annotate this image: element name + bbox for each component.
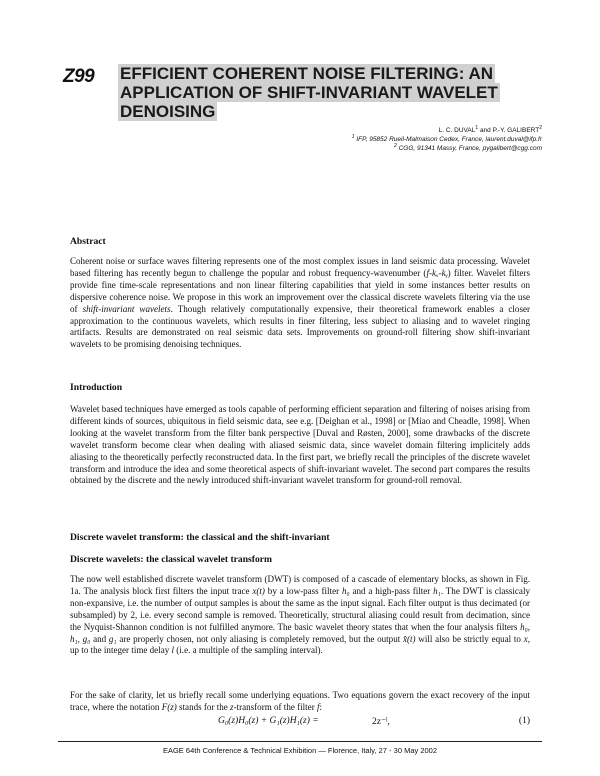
- text-run: . The DWT is classicaly non-expansive, i.e. the number of output samples is about the same as the input signal. Each filter output is thus decimated (or subsampled) by 2, i.e. every second sample is removed. Theoretically, structural aliasing could result from decimation, since the Nyquist-Shannon condition is not fulfilled anymore. The basic wavelet theory states that when the four analysis filters: [70, 585, 530, 632]
- math-run: g₁: [108, 633, 117, 644]
- footer-text: EAGE 64th Conference & Technical Exhibition — Florence, Italy, 27 - 30 May 2002: [162, 746, 438, 755]
- math-run: F(z): [161, 701, 177, 712]
- author-names: L. C. DUVAL$^1$ and P.-Y. GALIBERT$^2$: [438, 124, 542, 134]
- paper-title: [118, 64, 538, 121]
- math-run: f: [316, 701, 320, 712]
- introduction-heading: Introduction: [70, 382, 123, 393]
- affiliation-2: $^2$ CGG, 91341 Massy, France, pygalibert@cgg.com: [394, 142, 542, 152]
- text-run: The now well established discrete wavelet transform (DWT) is composed of a cascade of elementary blocks, as shown in Fig. 1a. The analysis block first filters the input trace: [70, 574, 530, 596]
- text-run: stands for the: [176, 701, 231, 712]
- author-block: [352, 126, 542, 153]
- abstract-text: Coherent noise or surface waves filtering represents one of the most complex issues in land seismic data processing. Wavelet based filtering has recently begun to challenge the popular and robust frequency-wavenumber (f-kₓ-kᵧ) filter. Wavelet filters provide fine time-scale representations and non linear filtering capabilities that yield in some instances better results on dispersive coherence noise. We propose in this work an improvement over the classical discrete wavelets filtering via the use of shift-invariant wavelets. Though relatively computationally expensive, their theoretical framework enables a closer approximation to the continuous wavelets, which results in finer filtering, less subject to aliasing and to wavelet ringing artifacts. Results are demonstrated on real seismic data sets. Improvements on ground-roll filtering show shift-invariant wavelets to be promising denoising techniques.: [70, 256, 530, 350]
- equation-lhs: G₀(z)H₀(z) + G₁(z)H₁(z) =: [218, 716, 319, 726]
- text-run: are properly chosen, not only aliasing is completely removed, but the output: [116, 633, 403, 644]
- abstract-heading: Abstract: [70, 236, 106, 247]
- text-run: -transform of the filter: [233, 701, 317, 712]
- math-run: l: [171, 645, 175, 656]
- text-run: :: [319, 701, 322, 712]
- introduction-text: Wavelet based techniques have emerged as tools capable of performing efficient separation and filtering of noises arising from different kinds of sources, ubiquitous in field seismic data, see e.g. [Deighan et al., 1998] or [Miao and Cheadle, 1998]. When looking at the wavelet transform from the filter bank perspective [Duval and Røsten, 2000], some drawbacks of the discrete wavelet transform become clear when dealing with aliased seismic data, since wavelet domain filtering implicitely adds aliasing to the theoretically perfectly reconstructed data. In the first part, we briefly recall the principles of the discrete wavelet transform and introduce the idea and some theoretical aspects of shift-invariant wavelet. The second part compares the results obtained by the discrete and the newly introduced shift-invariant wavelet transform for ground-roll removal.: [70, 404, 530, 486]
- math-run: x̂(t): [402, 633, 416, 644]
- equation-number: (1): [518, 716, 530, 726]
- text-run: will also be strictly equal to: [415, 633, 524, 644]
- math-run: z: [230, 701, 234, 712]
- title-line-2: APPLICATION OF SHIFT-INVARIANT WAVELET: [120, 83, 498, 102]
- math-run: x: [523, 633, 528, 644]
- equation-rhs: 2z⁻ˡ,: [372, 717, 390, 727]
- text-run: by a low-pass filter: [264, 585, 342, 596]
- equation-1: [70, 716, 530, 730]
- text-run: For the sake of clarity, let us briefly recall some underlying equations. Two equations govern the exact recovery of the input trace, where the notation: [70, 690, 530, 712]
- dwt-paragraph-2: [70, 690, 530, 714]
- title-line-1: EFFICIENT COHERENT NOISE FILTERING: AN: [120, 64, 494, 83]
- math-run: h₀, h₁, g₀: [70, 621, 530, 644]
- text-run: (i.e. a multiple of the sampling interval).: [174, 645, 323, 656]
- math-run: x(t): [252, 585, 265, 596]
- text-run: , up to the integer time delay: [70, 633, 530, 656]
- dwt-section-heading: Discrete wavelet transform: the classical and the shift-invariant: [70, 532, 330, 543]
- footer-rule: [58, 741, 542, 742]
- affiliation-1: $^1$ IFP, 95852 Rueil-Malmaison Cedex, France, laurent.duval@ifp.fr: [351, 133, 542, 143]
- text-run: and a high-pass filter: [349, 585, 434, 596]
- dwt-subsection-heading: Discrete wavelets: the classical wavelet transform: [70, 554, 273, 565]
- math-run: h₀: [341, 585, 350, 596]
- dwt-paragraph-1: [70, 574, 530, 657]
- paper-code: Z99: [63, 66, 95, 87]
- math-run: h₁: [433, 585, 441, 596]
- text-run: and: [90, 633, 109, 644]
- title-line-3: DENOISING: [120, 102, 216, 121]
